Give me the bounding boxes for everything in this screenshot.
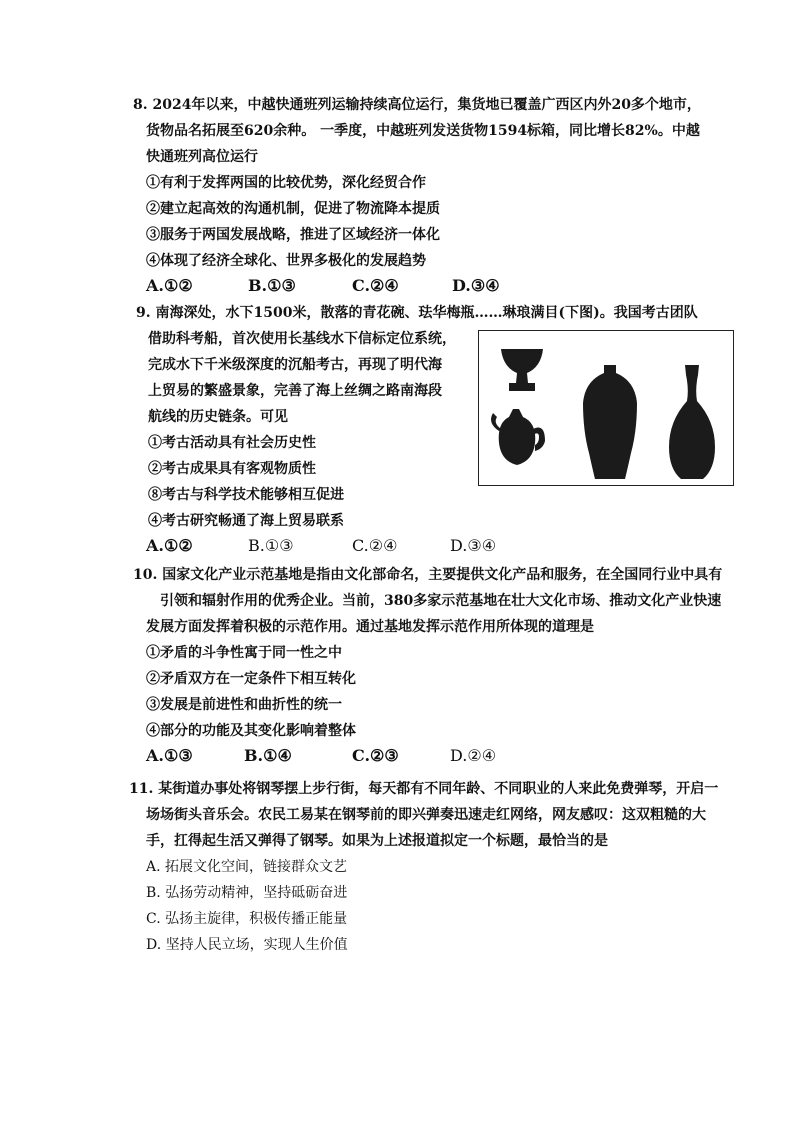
q9-stem-line-4: 上贸易的繁盛景象，完善了海上丝绸之路南海段: [148, 383, 442, 399]
ewer-icon: [491, 409, 545, 465]
q8-options: [146, 275, 546, 297]
q9-option-d[interactable]: D.③④: [450, 536, 497, 555]
q9-item-4: ④考古研究畅通了海上贸易联系: [148, 513, 344, 529]
q10-options: [146, 745, 546, 767]
q9-option-a[interactable]: A.①②: [146, 536, 193, 555]
meiping-vase-icon: [583, 365, 637, 479]
q9-item-3: ⑧考古与科学技术能够相互促进: [148, 487, 344, 503]
q8-item-4: ④体现了经济全球化、世界多极化的发展趋势: [146, 253, 426, 269]
q9-item-2: ②考古成果具有客观物质性: [148, 461, 316, 477]
q10-stem-line-1: 10. 国家文化产业示范基地是指由文化部命名，主要提供文化产品和服务，在全国同行业中具有: [133, 567, 723, 583]
q8-option-b[interactable]: B.①③: [248, 276, 296, 295]
q8-stem-line-3: 快通班列高位运行: [146, 149, 258, 165]
q8-item-1: ①有利于发挥两国的比较优势，深化经贸合作: [146, 175, 426, 191]
q9-option-b[interactable]: B.①③: [248, 536, 294, 555]
q10-item-2: ②矛盾双方在一定条件下相互转化: [146, 671, 356, 687]
q11-choice-b[interactable]: B. 弘扬劳动精神，坚持砥砺奋进: [146, 885, 348, 901]
yuhuchun-vase-icon: [669, 365, 715, 479]
q8-stem-line-1: 8. 2024年以来，中越快通班列运输持续高位运行，集货地已覆盖广西区内外20多个地市，: [133, 97, 701, 113]
q10-item-3: ③发展是前进性和曲折性的统一: [146, 697, 342, 713]
q9-options: [146, 535, 546, 557]
q10-option-b[interactable]: B.①④: [244, 746, 292, 765]
q8-item-3: ③服务于两国发展战略，推进了区域经济一体化: [146, 227, 440, 243]
q9-item-1: ①考古活动具有社会历史性: [148, 435, 316, 451]
q11-choice-c[interactable]: C. 弘扬主旋律，积极传播正能量: [146, 911, 348, 927]
q10-item-1: ①矛盾的斗争性寓于同一性之中: [146, 645, 342, 661]
q8-option-a[interactable]: A.①②: [146, 276, 193, 295]
q10-stem-line-3: 发展方面发挥着积极的示范作用。通过基地发挥示范作用所体现的道理是: [146, 619, 594, 635]
q11-stem-line-2: 场场街头音乐会。农民工易某在钢琴前的即兴弹奏迅速走红网络，网友感叹：这双粗糙的大: [146, 807, 706, 823]
q9-stem-line-3: 完成水下千米级深度的沉船考古，再现了明代海: [148, 357, 442, 373]
q10-stem-line-2: 引领和辐射作用的优秀企业。当前，380多家示范基地在壮大文化市场、推动文化产业快速: [160, 593, 722, 609]
q11-stem-line-1: 11. 某街道办事处将钢琴摆上步行街，每天都有不同年龄、不同职业的人来此免费弹琴，开启一: [129, 781, 719, 797]
q10-option-d[interactable]: D.②④: [450, 746, 497, 765]
q8-item-2: ②建立起高效的沟通机制，促进了物流降本提质: [146, 201, 440, 217]
q10-option-a[interactable]: A.①③: [146, 746, 193, 765]
q8-option-d[interactable]: D.③④: [452, 276, 500, 295]
porcelain-illustration: [479, 331, 735, 487]
q8-option-c[interactable]: C.②④: [352, 276, 399, 295]
porcelain-figure: [478, 330, 734, 486]
q11-stem-line-3: 手，扛得起生活又弹得了钢琴。如果为上述报道拟定一个标题，最恰当的是: [146, 833, 608, 849]
q9-stem-line-5: 航线的历史链条。可见: [148, 409, 288, 425]
q8-stem-line-2: 货物品名拓展至620余种。 一季度，中越班列发送货物1594标箱，同比增长82%。中越: [146, 123, 700, 139]
q9-stem-line-2: 借助科考船，首次使用长基线水下信标定位系统，: [148, 331, 456, 347]
q9-option-c[interactable]: C.②④: [352, 536, 398, 555]
q10-option-c[interactable]: C.②③: [352, 746, 399, 765]
q11-choice-a[interactable]: A. 拓展文化空间，链接群众文艺: [146, 859, 348, 875]
q10-item-4: ④部分的功能及其变化影响着整体: [146, 723, 356, 739]
q11-choice-d[interactable]: D. 坚持人民立场，实现人生价值: [146, 937, 348, 953]
blue-white-bowl-icon: [501, 349, 543, 391]
q9-stem-line-1: 9. 南海深处，水下1500米，散落的青花碗、珐华梅瓶……琳琅满目(下图)。我国考古团队: [136, 305, 698, 321]
